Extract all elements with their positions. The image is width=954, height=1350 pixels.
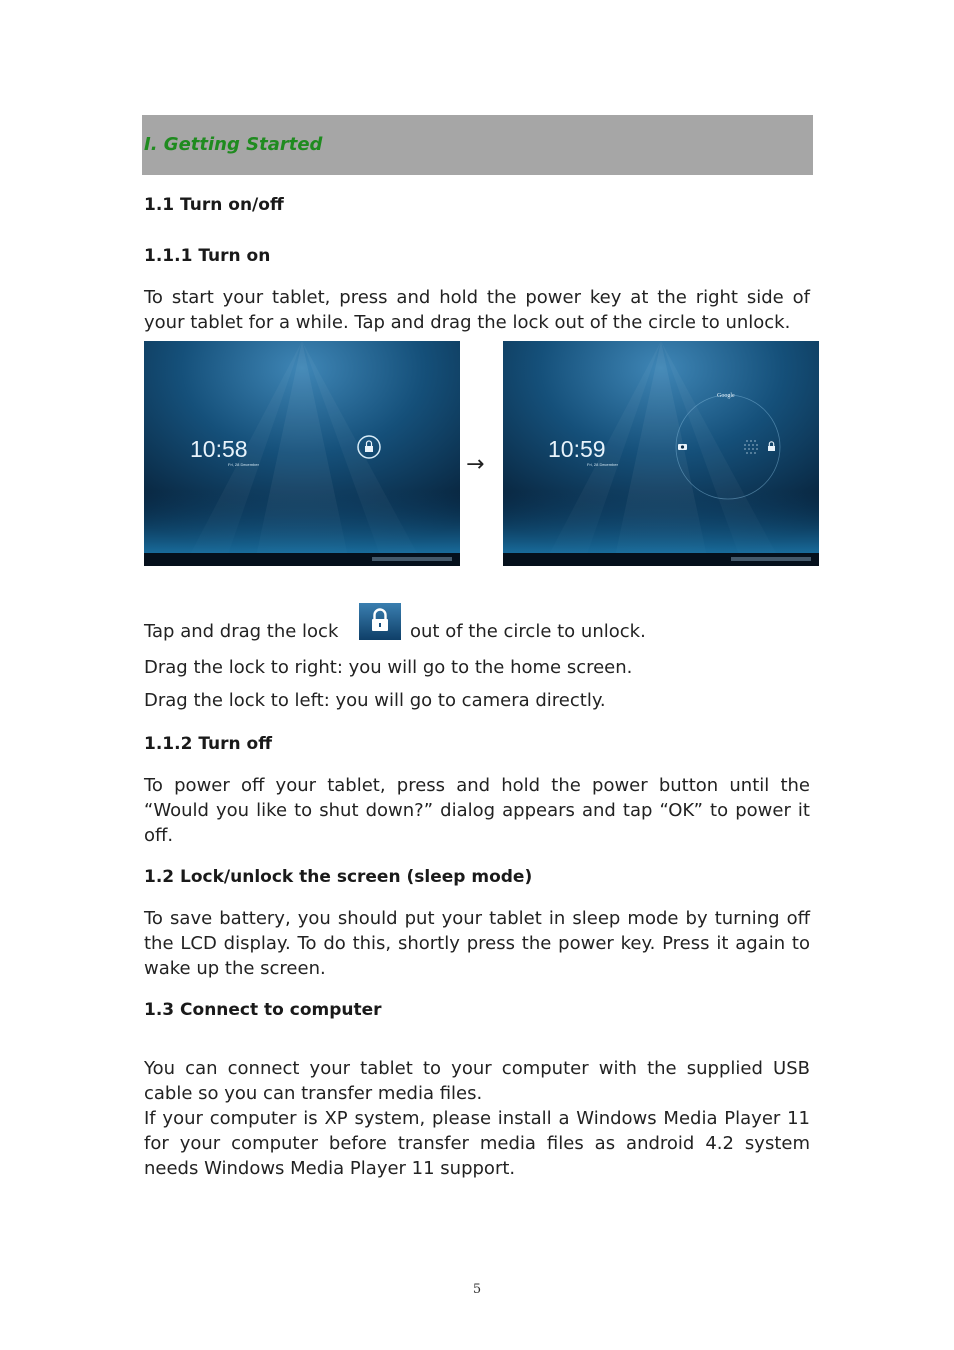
paragraph-turn-off: To power off your tablet, press and hold the power button until the “Would you like to shut down?” dialog appears and tap “OK” to power it off. [144,775,810,846]
paragraph-connect-1: You can connect your tablet to your computer with the supplied USB cable so you can transfer media files. [144,1058,810,1104]
lockscreen-before-screenshot [144,341,460,566]
heading-turn-on-off: 1.1 Turn on/off [144,195,284,215]
lockscreen-date: Fri, 28 December [587,462,618,467]
tap-drag-text-before: Tap and drag the lock [144,621,339,642]
paragraph-connect-2: If your computer is XP system, please install a Windows Media Player 11 for your computer before transfer media files as android 4.2 system needs Windows Media Player 11 support. [144,1108,810,1179]
heading-turn-off: 1.1.2 Turn off [144,734,273,754]
section-title: I. Getting Started [144,134,323,155]
drag-right-text: Drag the lock to right: you will go to the home screen. [144,657,633,678]
page-number: 5 [472,1282,482,1297]
lock-icon [359,603,401,640]
lockscreen-date: Fri, 28 December [228,462,259,467]
lockscreen-after-screenshot [503,341,819,566]
camera-icon [678,444,687,450]
transition-arrow: → [466,452,485,477]
drag-left-text: Drag the lock to left: you will go to camera directly. [144,690,606,711]
heading-lock-unlock: 1.2 Lock/unlock the screen (sleep mode) [144,867,533,887]
lockscreen-time: 10:58 [190,436,248,462]
paragraph-turn-on: To start your tablet, press and hold the power key at the right side of your tablet for a while. Tap and drag the lock out of the circle to unlock. [144,287,810,333]
heading-connect: 1.3 Connect to computer [144,1000,382,1020]
paragraph-sleep: To save battery, you should put your tablet in sleep mode by turning off the LCD display. To do this, shortly press the power key. Press it again to wake up the screen. [144,908,810,979]
lockscreen-time: 10:59 [548,436,606,462]
tap-drag-text-after: out of the circle to unlock. [410,621,646,642]
google-label: Google [717,393,735,399]
heading-turn-on: 1.1.1 Turn on [144,246,271,266]
section-banner [142,115,813,175]
